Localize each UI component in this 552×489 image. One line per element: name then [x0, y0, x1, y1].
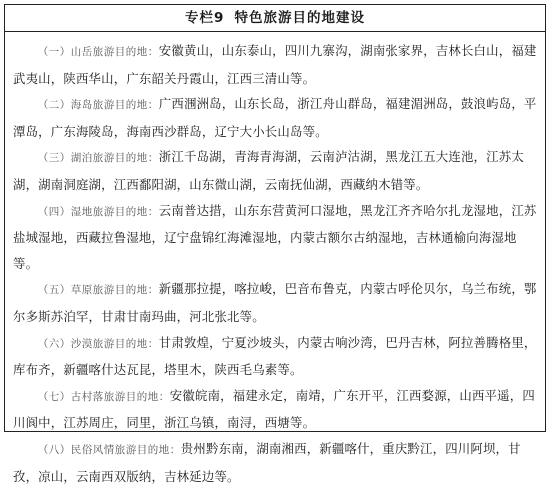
list-item — [13, 38, 537, 91]
category-label: （三）湖泊旅游目的地： — [37, 152, 159, 165]
category-text: 贵州黔东南，湖南湘西，新疆喀什，重庆黔江，四川阿坝，甘孜，凉山，云南西双版纳，吉林延边等。 — [13, 440, 521, 484]
box-title — [5, 5, 545, 32]
feature-box — [4, 4, 546, 484]
destination-list — [5, 32, 545, 489]
column-number: 专栏9 — [185, 10, 225, 26]
category-text: 新疆那拉提，喀拉峻，巴音布鲁克，内蒙古呼伦贝尔，乌兰布统，鄂尔多斯苏泊罕，甘肃甘南玛曲，河北张北等。 — [13, 281, 537, 324]
category-text: 安徽皖南，福建永定，南靖，广东开平，江西婺源，山西平遥，四川阆中，江苏周庄，同里，浙江乌镇，南浔，西塘等。 — [13, 387, 535, 431]
category-label: （四）湿地旅游目的地： — [37, 205, 159, 218]
list-item — [13, 276, 537, 329]
list-item — [13, 436, 537, 489]
category-label: （一）山岳旅游目的地： — [37, 46, 159, 58]
column-heading: 特色旅游目的地建设 — [234, 10, 365, 26]
list-item — [13, 330, 537, 383]
category-label: （五）草原旅游目的地： — [37, 284, 159, 297]
category-label: （六）沙漠旅游目的地： — [37, 337, 159, 350]
list-item — [13, 383, 537, 436]
list-item — [13, 198, 537, 277]
category-label: （八）民俗风情旅游目的地： — [37, 443, 181, 456]
category-label: （二）海岛旅游目的地： — [37, 99, 159, 112]
list-item — [13, 91, 537, 144]
category-text: 云南普达措，山东东营黄河口湿地，黑龙江齐齐哈尔扎龙湿地，江苏盐城湿地，西藏拉鲁湿地，辽宁盘锦红海滩湿地，内蒙古额尔古纳湿地，吉林通榆向海湿地等。 — [13, 202, 537, 271]
category-text: 广西涠洲岛，山东长岛，浙江舟山群岛，福建湄洲岛，鼓浪屿岛，平潭岛，广东海陵岛，海南西沙群岛，辽宁大小长山岛等。 — [13, 96, 537, 139]
category-text: 安徽黄山，山东泰山，四川九寨沟，湖南张家界，吉林长白山，福建武夷山，陕西华山，广东韶关丹霞山，江西三清山等。 — [13, 43, 537, 86]
list-item — [13, 144, 537, 197]
category-text: 甘肃敦煌，宁夏沙坡头，内蒙古响沙湾，巴丹吉林，阿拉善腾格里，库布齐，新疆喀什达瓦昆，塔里木，陕西毛乌素等。 — [13, 334, 537, 378]
category-label: （七）古村落旅游目的地： — [37, 390, 170, 403]
category-text: 浙江千岛湖，青海青海湖，云南泸沽湖，黑龙江五大连池，江苏太湖，湖南洞庭湖，江西鄱阳湖，山东微山湖，云南抚仙湖，西藏纳木错等。 — [13, 149, 524, 192]
